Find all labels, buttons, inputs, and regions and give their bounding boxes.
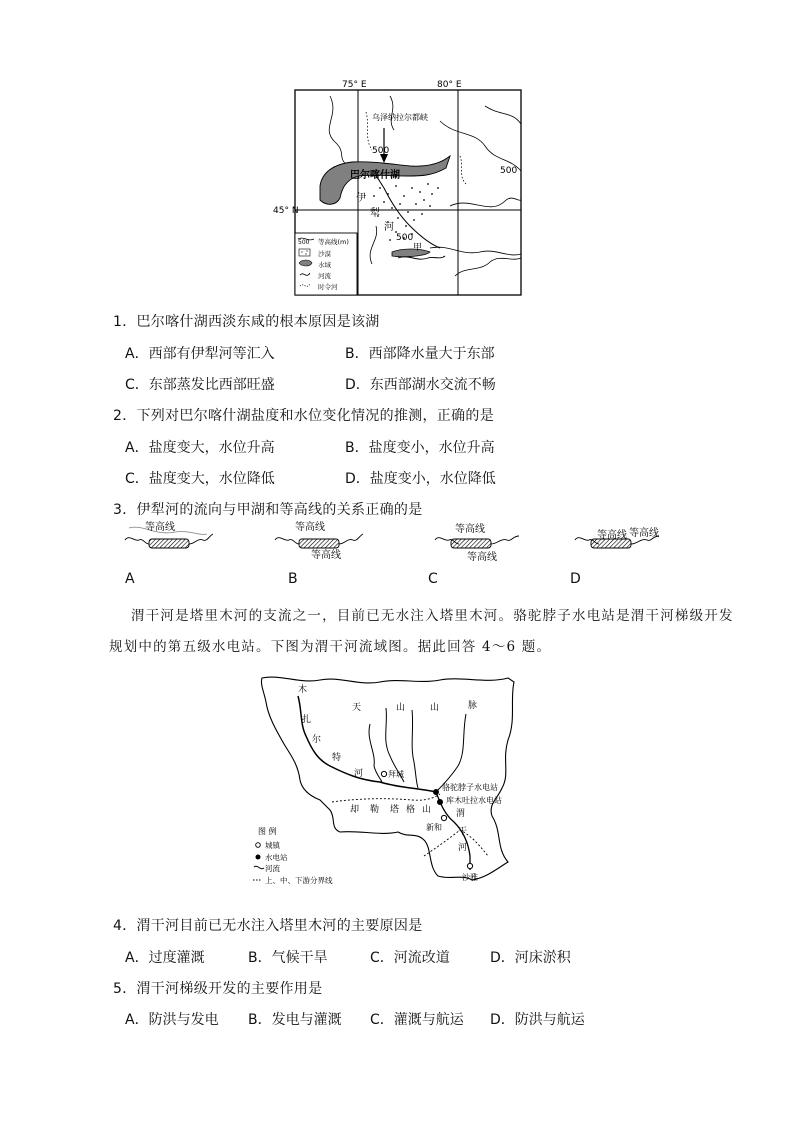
legend-desert: 沙漠	[318, 250, 331, 258]
tianshan-char: 天	[352, 703, 362, 713]
contour-label: 等高线	[467, 552, 497, 563]
station2-label: 库木吐拉水电站	[446, 796, 502, 805]
lake-label: 巴尔喀什湖	[350, 170, 400, 181]
lon-80-label: 80° E	[437, 80, 462, 90]
lat-45-label: 45° N	[273, 206, 299, 216]
muzat-char: 扎	[302, 715, 312, 725]
muzat-char: 河	[354, 769, 364, 779]
quele-char: 山	[422, 805, 432, 815]
question-2-option-b[interactable]: B．盐度变小，水位升高	[345, 440, 495, 456]
station2-marker	[437, 799, 443, 805]
question-4-option-b[interactable]: B．气候干旱	[248, 950, 328, 966]
question-5-option-a[interactable]: A．防洪与发电	[125, 1012, 219, 1028]
legend-boundary: 上、中、下游分界线	[265, 876, 333, 885]
legend-water: 水域	[318, 261, 331, 269]
question-1-option-b[interactable]: B．西部降水量大于东部	[345, 346, 495, 362]
tianshan-char: 山	[396, 703, 406, 713]
contour-label: 等高线	[145, 522, 175, 533]
weigan-river-basin-map	[240, 670, 560, 890]
quele-char: 格	[406, 805, 416, 815]
passage-line-1: 渭干河是塔里木河的支流之一，目前已无水注入塔里木河。骆驼脖子水电站是渭干河梯级开发	[131, 608, 734, 624]
question-1-option-c[interactable]: C．东部蒸发比西部旺盛	[125, 377, 275, 393]
xinhe-town-marker	[441, 815, 446, 820]
question-1-option-d[interactable]: D．东西部湖水交流不畅	[345, 377, 496, 393]
legend-river: 河流	[318, 272, 331, 280]
contour-500-label: 500	[372, 146, 390, 156]
weigan-char: 干	[458, 827, 468, 837]
map2-legend	[253, 826, 333, 885]
question-3-option-c[interactable]: C	[428, 571, 438, 587]
legend-seasonal-river: 时令河	[318, 283, 338, 291]
question-1-option-a[interactable]: A．西部有伊犁河等汇入	[125, 346, 275, 362]
contour-label: 等高线	[311, 550, 341, 561]
baicheng-town-marker	[381, 771, 386, 776]
question-5-option-d[interactable]: D．防洪与航运	[490, 1012, 585, 1028]
quele-char: 却	[350, 805, 360, 815]
legend-river-icon	[254, 866, 264, 869]
ili-char-3: 河	[384, 222, 394, 233]
passage-line-2: 规划中的第五级水电站。下图为渭干河流域图。据此回答 4～6 题。	[109, 639, 552, 655]
question-5-option-c[interactable]: C．灌溉与航运	[370, 1012, 464, 1028]
weigan-char: 渭	[456, 809, 466, 819]
question-2-option-d[interactable]: D．盐度变小，水位降低	[345, 471, 496, 487]
question-3-diagrams	[115, 520, 675, 570]
xinhe-label: 新和	[426, 823, 442, 832]
question-2-stem: 2．下列对巴尔喀什湖盐度和水位变化情况的推测，正确的是	[113, 408, 495, 424]
legend-water-icon	[299, 260, 312, 266]
shaya-town-marker	[467, 863, 472, 868]
lake-jia-label: 甲	[413, 243, 423, 253]
legend-station-icon	[256, 855, 261, 860]
baicheng-label: 拜城	[388, 770, 404, 779]
diagram-a	[125, 520, 213, 548]
question-4-option-d[interactable]: D．河床淤积	[490, 950, 571, 966]
ili-char-1: 伊	[356, 193, 366, 204]
strait-label: 乌泽纳拉尔都峡	[372, 113, 428, 122]
question-4-option-c[interactable]: C．河流改道	[370, 950, 450, 966]
quele-char: 塔	[390, 805, 400, 815]
diagram-c	[435, 522, 519, 563]
legend-contour: 等高线(m)	[318, 238, 349, 246]
question-4-option-a[interactable]: A．过度灌溉	[125, 950, 205, 966]
tianshan-char: 脉	[468, 701, 478, 711]
balkhash-lake-map	[273, 76, 530, 298]
question-2-option-a[interactable]: A．盐度变大，水位升高	[125, 440, 275, 456]
question-3-option-a[interactable]: A	[125, 571, 135, 587]
legend-town: 城镇	[265, 841, 280, 850]
legend-desert-icon	[299, 249, 310, 256]
contour-500-label: 500	[500, 166, 518, 176]
contour-500-label: 500	[396, 233, 414, 243]
weigan-char: 河	[458, 843, 468, 853]
legend-station: 水电站	[265, 853, 288, 862]
quele-char: 勒	[370, 805, 380, 815]
lon-75-label: 75° E	[342, 80, 367, 90]
muzat-char: 特	[332, 753, 342, 763]
question-3-option-b[interactable]: B	[288, 571, 298, 587]
muzat-char: 尔	[312, 735, 322, 745]
diagram-b	[275, 520, 363, 561]
station1-marker	[433, 789, 439, 795]
question-5-option-b[interactable]: B．发电与灌溉	[248, 1012, 342, 1028]
contour-label: 等高线	[455, 524, 485, 535]
legend-title: 图 例	[258, 827, 277, 836]
question-2-option-c[interactable]: C．盐度变大，水位降低	[125, 471, 275, 487]
muzat-char: 木	[298, 685, 308, 695]
map1-legend	[295, 233, 357, 295]
contour-label: 等高线	[629, 528, 659, 539]
station1-label: 骆驼脖子水电站	[442, 783, 498, 792]
contour-label: 等高线	[597, 530, 627, 541]
legend-river: 河流	[265, 864, 280, 873]
shaya-label: 沙雅	[462, 873, 478, 882]
ili-char-2: 犁	[370, 208, 380, 219]
question-4-stem: 4．渭干河目前已无水注入塔里木河的主要原因是	[113, 918, 423, 934]
legend-contour-number: 500	[298, 239, 310, 246]
legend-town-icon	[256, 843, 261, 848]
question-3-option-d[interactable]: D	[570, 571, 581, 587]
question-5-stem: 5．渭干河梯级开发的主要作用是	[113, 981, 323, 997]
question-1-stem: 1．巴尔喀什湖西淡东咸的根本原因是该湖	[113, 314, 380, 330]
question-3-stem: 3．伊犁河的流向与甲湖和等高线的关系正确的是	[113, 502, 423, 518]
diagram-d	[575, 526, 659, 548]
contour-label: 等高线	[295, 522, 325, 533]
tianshan-char: 山	[430, 703, 440, 713]
